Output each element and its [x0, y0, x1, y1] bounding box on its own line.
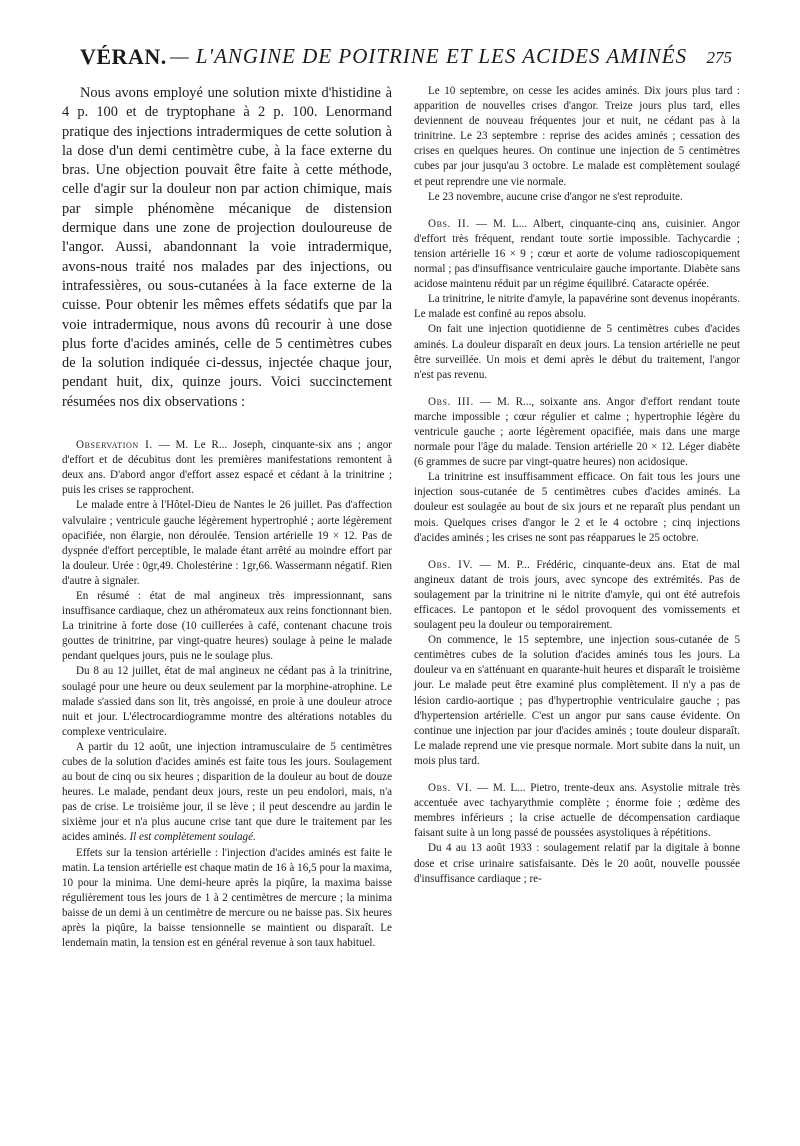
obs4-paragraph-1: Obs. IV. — M. P... Frédéric, cinquante-deux ans. Etat de mal angineux datant de trois jours, avec syncope des extrémités. Pas de soulagement par la trinitrine ni le nitrite d'amyle, qui ont été autrefois efficaces. Le pantopon et le sédol provoquent des vomissements et soulagent peu la douleur ou temporairement. [414, 558, 740, 632]
obs1-paragraph-5: A partir du 12 août, une injection intramusculaire de 5 centimètres cubes de la solution d'acides aminés est faite tous les jours. Soulagement au bout de cinq ou six heures ; disparition de la douleur au bout de douze heures. Le malade, pendant deux jours, reste un peu endolori, mais, n'a pas de crise. Le troisième jour, il se lève ; il peut descendre au jardin le sixième jour et n'a plus aucune crise tant que dure le traitement par les acides aminés. Il est complètement soulagé. [62, 740, 392, 844]
obs6-paragraph-1: Obs. VI. — M. L... Pietro, trente-deux ans. Asystolie mitrale très accentuée avec tachyarythmie complète ; énorme foie ; œdème des membres inférieurs ; la crise actuelle de décompensation cardiaque faisant suite à un long passé de poussées asystoliques à répétitions. [414, 782, 740, 840]
running-header [80, 44, 732, 74]
obs2-paragraph-3: On fait une injection quotidienne de 5 centimètres cubes d'acides aminés. La douleur disparaît en deux jours. La tension artérielle ne peut être surveillée. Un mois et demi après le début du traitement, l'angor n'est pas revenu. [414, 323, 740, 381]
obs3-label: Obs. III. [428, 395, 474, 408]
obs2-paragraph-2: La trinitrine, le nitrite d'amyle, la papavérine sont devenus inopérants. Le malade est confiné au repos absolu. [414, 293, 740, 321]
obs1-paragraph-3: En résumé : état de mal angineux très impressionnant, sans insuffisance cardiaque, chez un athéromateux aux reins fonctionnant bien. La trinitrine à forte dose (10 cuillerées à café, contenant chacune trois gouttes de trinitrine, par vingt-quatre heures) soulage à peine le malade pendant quelques jours, puis ne le soulage plus. [62, 589, 392, 663]
obs6-label: Obs. VI. [428, 782, 473, 795]
obs1-paragraph-6: Effets sur la tension artérielle : l'injection d'acides aminés est faite le matin. La tension artérielle est chaque matin de 16 à 16,5 pour la maxima, 10 pour la minima. Une demi-heure après la piqûre, la maxima baisse régulièrement tous les jours de 1 à 2 centimètres de mercure ; la minima baisse de un demi à un centimètre de mercure ou ne baisse pas. Six heures après la piqûre, la baisse tensionnelle se maintient ou disparaît. Le lendemain matin, la tension est en général revenue à son taux habituel. [62, 846, 392, 950]
obs1-continued-1: Le 10 septembre, on cesse les acides aminés. Dix jours plus tard : apparition de nouvelles crises d'angor. Treize jours plus tard, elles deviennent de nouveau fréquentes jour et nuit, ne cédant pas à la trinitrine. Le 23 septembre : reprise des acides aminés ; cessation des crises en quelques heures. On continue une injection de 5 centimètres cubes par jour jusqu'au 3 octobre. Le malade est complètement soulagé et peut reprendre une vie normale. [414, 85, 740, 188]
obs4-label: Obs. IV. [428, 558, 474, 571]
header-author: VÉRAN. [80, 44, 167, 69]
obs1-label: Observation I. [76, 439, 153, 452]
page-number: 275 [706, 48, 732, 67]
obs4-paragraph-2: On commence, le 15 septembre, une injection sous-cutanée de 5 centimètres cubes de la solution d'acides aminés tous les jours. La douleur va en s'atténuant en quarante-huit heures et disparaît le troisième jour. Le malade peut être examiné plus complètement. Il n'y a pas de lésion cardio-aortique ; pas d'hypertrophie ventriculaire gauche ; pas d'hypertension artérielle. C'est un angor pur sans cause évidente. On continue une injection par jour d'acides aminés ; toute douleur disparaît. Le malade reprend une vie presque normale. Mort subite dans la nuit, un mois plus tard. [414, 634, 740, 767]
obs1-emphasis: Il est complètement soulagé. [129, 831, 256, 844]
header-title: — L'ANGINE DE POITRINE ET LES ACIDES AMINÉS [170, 44, 688, 68]
obs6-paragraph-2: Du 4 au 13 août 1933 : soulagement relatif par la digitale à bonne dose et crise urinaire satisfaisante. Dès le 20 août, nouvelle poussée d'insuffisance cardiaque ; re- [414, 842, 740, 885]
obs2-label: Obs. II. [428, 217, 470, 230]
intro-paragraph: Nous avons employé une solution mixte d'histidine à 4 p. 100 et de tryptophane à 2 p. 100. Lenormand pratique des injections intradermiques de cette solution à la dose d'un demi centimètre cube, à la face externe du bras. Une objection pouvait être faite à cette méthode, celle d'agir sur la douleur non par action chimique, mais par simple phénomène mécanique de distension dermique dans une zone de projection douloureuse de l'angor. Aussi, abandonnant la voie intradermique, avons-nous traité nos malades par des injections, ou intrafessières, ou sous-cutanées à la face externe de la cuisse. Pour obtenir les mêmes effets sédatifs que par la voie intradermique, nous avons dû recourir à une dose plus forte d'acides aminés, celle de 5 centimètres cubes de la solution indiquée ci-dessus, injectée chaque jour, pendant huit, dix, quinze jours. Voici succinctement résumées nos dix observations : [62, 85, 392, 410]
right-column [414, 84, 740, 887]
obs3-paragraph-1: Obs. III. — M. R..., soixante ans. Angor d'effort rendant toute marche impossible ; cœur régulier et calme ; hypertrophie légère du ventricule gauche ; aorte légèrement opacifiée, mais dans une marge normale pour l'âge du malade. Tension artérielle 20 × 12. Léger diabète (6 grammes de sucre par vingt-quatre heures) non acidosique. [414, 395, 740, 469]
obs1-paragraph-4: Du 8 au 12 juillet, état de mal angineux ne cédant pas à la trinitrine, soulagé pour une heure ou deux seulement par la morphine-atrophine. Le malade s'assied dans son lit, très angoissé, en proie à une douleur atroce nuit et jour. L'électrocardiogramme montre des altérations notables du complexe ventriculaire. [62, 665, 392, 738]
obs1-paragraph-1: Observation I. — M. Le R... Joseph, cinquante-six ans ; angor d'effort et de décubitus dont les premières manifestations remontent à deux ans. D'abord angor d'effort assez espacé et cédant à la trinitrine ; puis les crises se rapprochent. [62, 439, 393, 497]
obs3-paragraph-2: La trinitrine est insuffisamment efficace. On fait tous les jours une injection sous-cutanée de 5 centimètres cubes d'acides aminés. La douleur est soulagée au bout de six jours et ne reparaît plus pendant un mois. Quelques crises d'angor le 2 et le 4 octobre ; cinq injections d'acides aminés ; les crises ne sont pas réapparues le 25 octobre. [414, 471, 740, 544]
obs2-paragraph-1: Obs. II. — M. L... Albert, cinquante-cinq ans, cuisinier. Angor d'effort très fréquent, rendant toute sortie impossible. Tachycardie ; tension artérielle 16 × 9 ; cœur et aorte de volume radioscopiquement normal ; pas d'insuffisance ventriculaire gauche importante. Diabète sans acidose maintenu réduit par un régime équilibré. Cataracte opérée. [414, 217, 741, 291]
obs1-paragraph-2: Le malade entre à l'Hôtel-Dieu de Nantes le 26 juillet. Pas d'affection valvulaire ; ventricule gauche légèrement hypertrophié ; aorte légèrement opacifiée, non élargie, non déroulée. Tension artérielle 19 × 12. Pas de dyspnée d'effort perceptible, le malade étant arrêté au moindre effort par la douleur. Urée : 0gr,49. Cholestérine : 1gr,66. Wassermann négatif. Rien d'autre à signaler. [62, 499, 392, 587]
left-column [62, 84, 392, 951]
obs1-continued-2: Le 23 novembre, aucune crise d'angor ne s'est reproduite. [428, 190, 683, 203]
